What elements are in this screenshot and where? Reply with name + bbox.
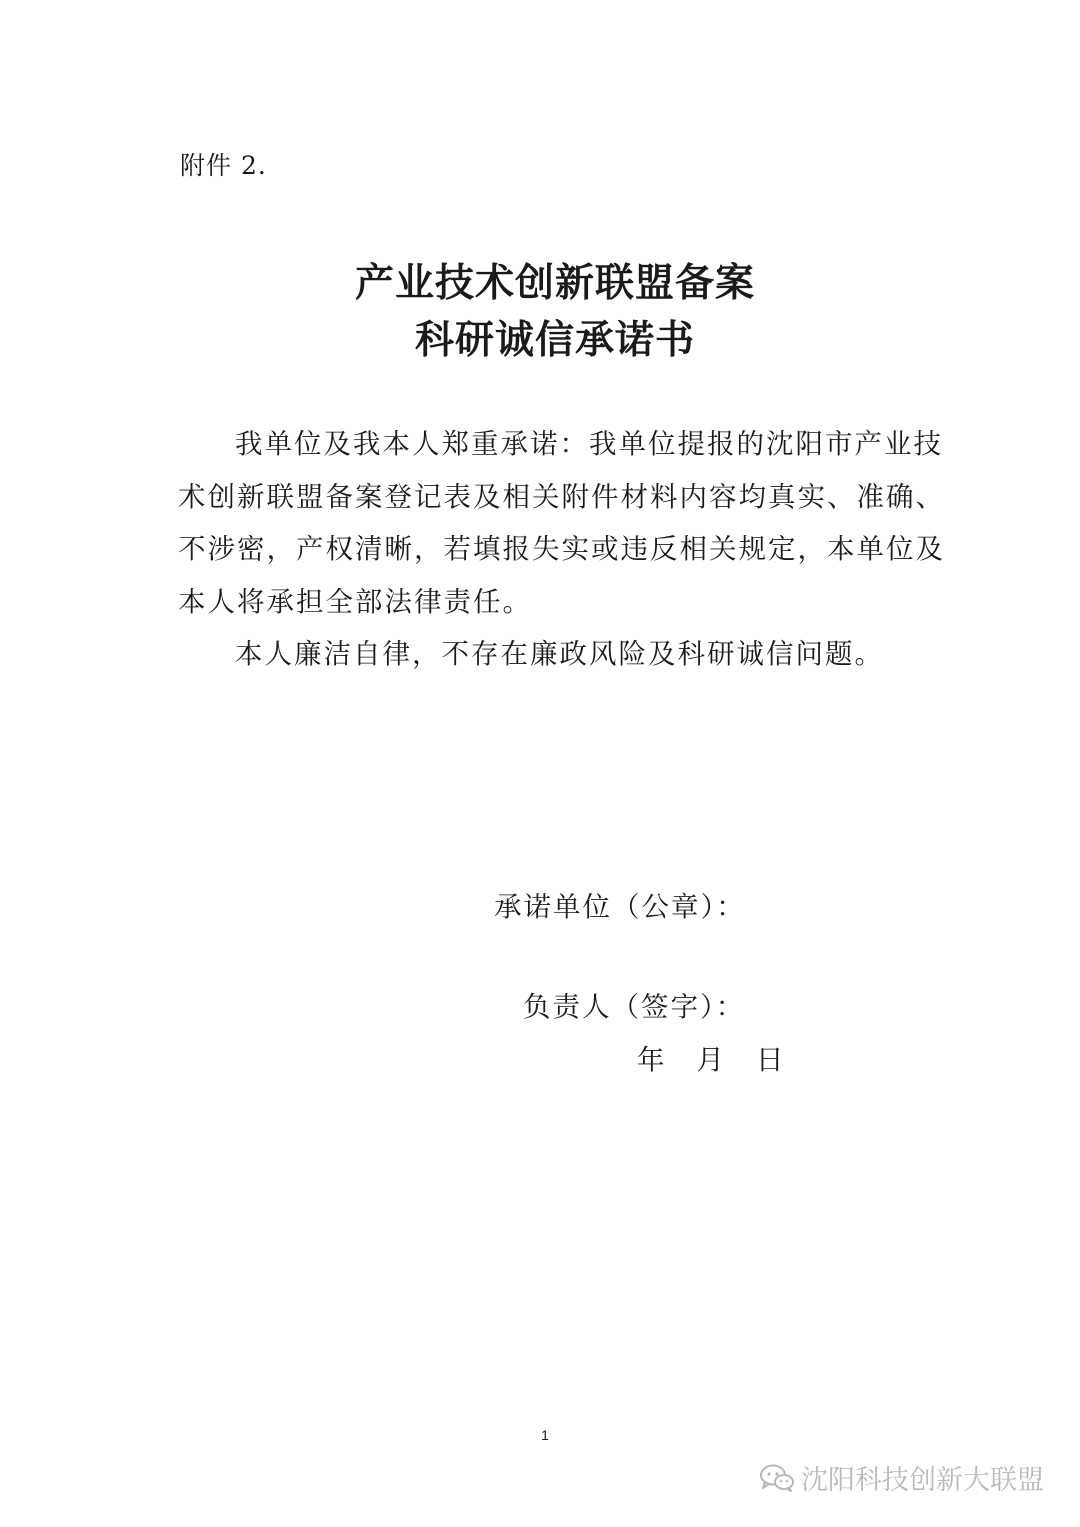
commitment-paragraph-1 bbox=[178, 418, 945, 628]
document-title-line-2: 科研诚信承诺书 bbox=[414, 317, 695, 363]
commitment-body bbox=[178, 418, 945, 681]
responsible-person-label: 负责人（签字）： bbox=[523, 991, 746, 1023]
paragraph-line: 我单位及我本人郑重承诺：我单位提报的沈阳市产业技 bbox=[235, 428, 943, 460]
wechat-icon bbox=[759, 1463, 795, 1493]
attachment-label: 附件 2. bbox=[180, 151, 267, 180]
paragraph-line: 本人将承担全部法律责任。 bbox=[178, 585, 532, 618]
date-year: 年 bbox=[637, 1044, 667, 1076]
watermark bbox=[759, 1458, 1044, 1497]
date-day: 日 bbox=[756, 1044, 786, 1076]
paragraph-line: 术创新联盟备案登记表及相关附件材料内容均真实、准确、 bbox=[178, 480, 945, 513]
paragraph-line: 本人廉洁自律，不存在廉政风险及科研诚信问题。 bbox=[235, 638, 884, 670]
page-number: 1 bbox=[541, 1427, 549, 1443]
date-month: 月 bbox=[696, 1044, 726, 1076]
watermark-text: 沈阳科技创新大联盟 bbox=[801, 1465, 1044, 1496]
paragraph-line: 不涉密，产权清晰，若填报失实或违反相关规定，本单位及 bbox=[178, 533, 945, 565]
signing-unit-label: 承诺单位（公章）： bbox=[494, 891, 746, 923]
commitment-paragraph-2 bbox=[178, 628, 938, 681]
signature-date bbox=[637, 1037, 786, 1077]
document-title-line-1: 产业技术创新联盟备案 bbox=[354, 260, 755, 306]
